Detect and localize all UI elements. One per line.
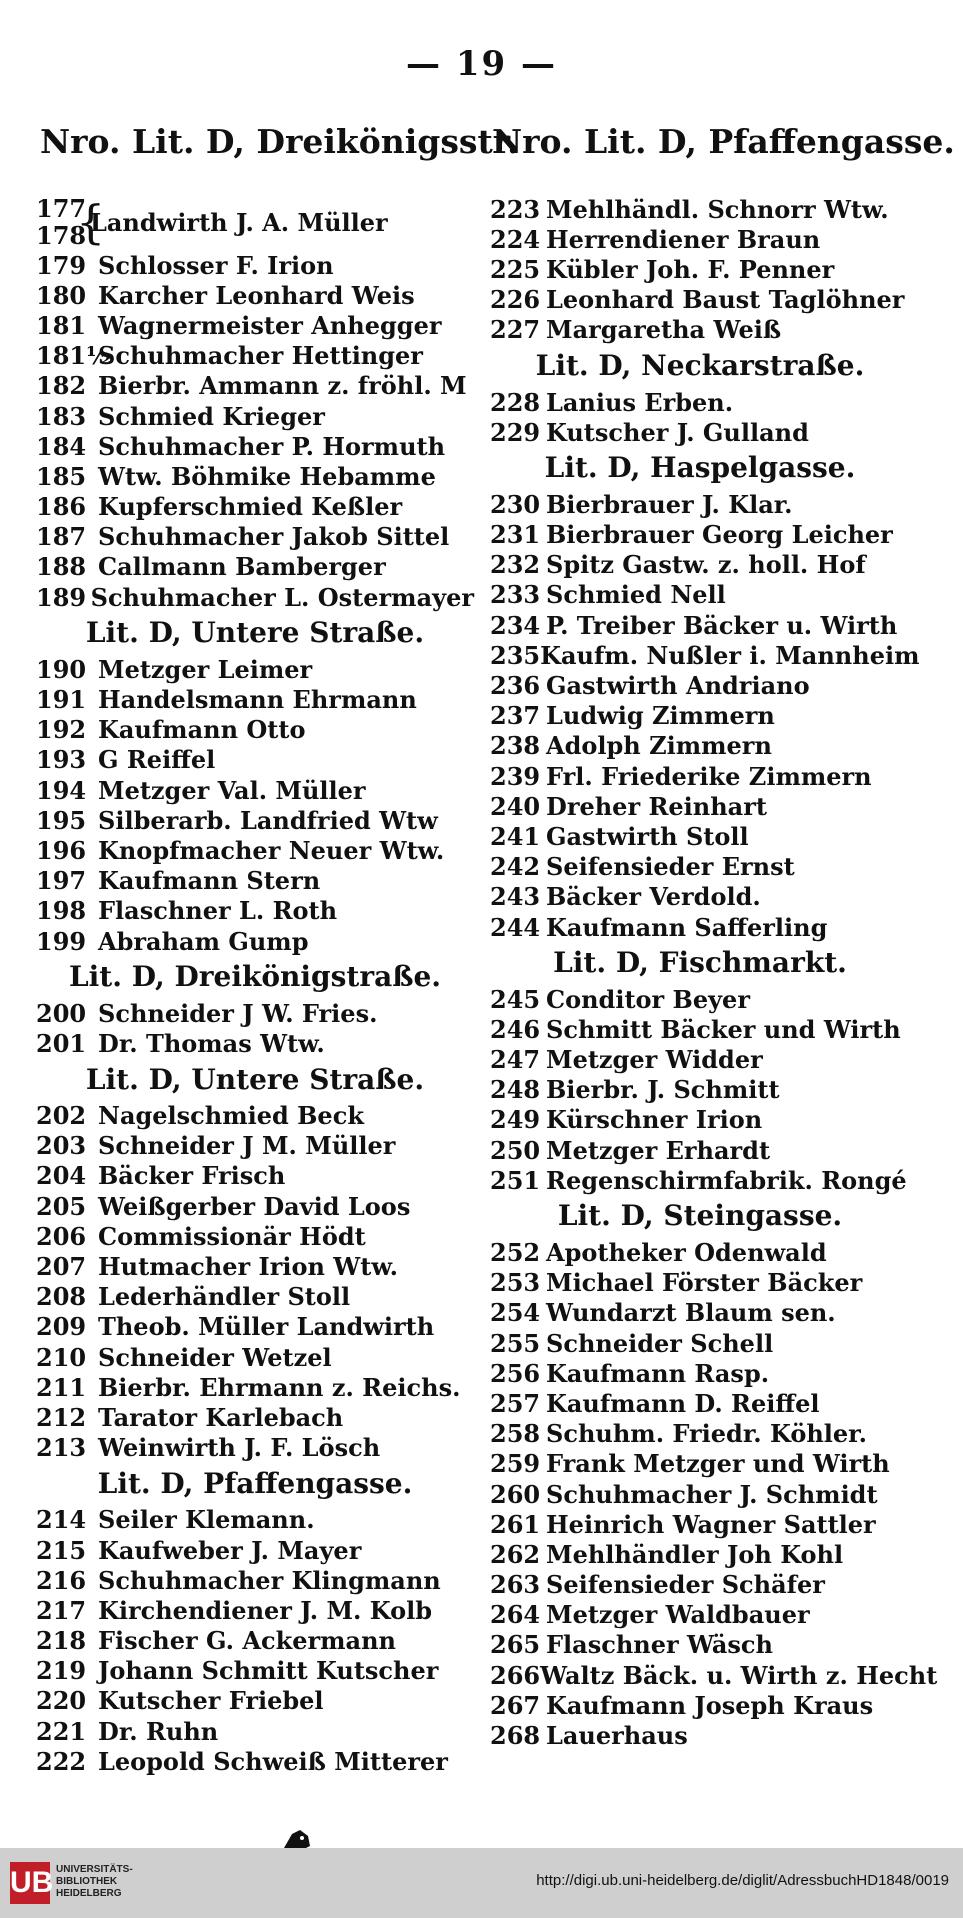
house-number: 204 <box>36 1161 87 1191</box>
resident-name: Kübler Joh. F. Penner <box>546 254 835 284</box>
resident-name: Schmitt Bäcker und Wirth <box>546 1014 901 1044</box>
resident-name: Nagelschmied Beck <box>98 1101 364 1131</box>
resident-name: Lauerhaus <box>546 1721 688 1751</box>
house-number: 264 <box>490 1600 541 1630</box>
address-entry <box>490 882 910 912</box>
resident-name: Waltz Bäck. u. Wirth z. Hecht <box>540 1660 938 1690</box>
house-number: 187 <box>36 522 87 552</box>
house-number: 267 <box>490 1690 541 1720</box>
address-entry <box>490 224 910 254</box>
house-number: 225 <box>490 254 541 284</box>
house-number: 242 <box>490 852 541 882</box>
address-entry <box>490 761 910 791</box>
resident-name: Schneider Schell <box>546 1328 774 1358</box>
address-entry <box>490 489 910 519</box>
address-entry <box>36 1433 474 1463</box>
resident-name: Schlosser F. Irion <box>98 250 334 280</box>
resident-name: Schuhmacher Jakob Sittel <box>98 522 450 552</box>
address-entry <box>490 1237 910 1267</box>
resident-name: Knopfmacher Neuer Wtw. <box>98 835 445 865</box>
resident-name: Seifensieder Schäfer <box>546 1570 825 1600</box>
library-name-line2: BIBLIOTHEK <box>56 1876 118 1887</box>
address-entry <box>36 1595 474 1625</box>
house-number: 232 <box>490 550 541 580</box>
house-number: 200 <box>36 998 87 1028</box>
house-number: 266 <box>490 1660 541 1690</box>
address-entry <box>490 387 910 417</box>
address-entry <box>36 1402 474 1432</box>
house-number: 216 <box>36 1565 87 1595</box>
house-number: 246 <box>490 1014 541 1044</box>
resident-name: Schuhmacher J. Schmidt <box>546 1479 878 1509</box>
resident-name: Mehlhändl. Schnorr Wtw. <box>546 194 889 224</box>
house-number: 233 <box>490 580 541 610</box>
house-number: 252 <box>490 1238 541 1268</box>
address-entry <box>36 1028 474 1058</box>
house-number: 189 <box>36 582 87 612</box>
street-section-heading: Lit. D, Fischmarkt. <box>553 946 847 980</box>
resident-name: Adolph Zimmern <box>546 731 772 761</box>
address-entry <box>490 640 920 670</box>
resident-name: Lanius Erben. <box>546 387 734 417</box>
address-entry <box>36 310 474 340</box>
resident-name: Schuhmacher L. Ostermayer <box>90 582 474 612</box>
address-entry <box>36 431 474 461</box>
house-number: 231 <box>490 520 541 550</box>
address-entry <box>490 1449 910 1479</box>
house-number: 260 <box>490 1479 541 1509</box>
address-entry <box>490 1660 938 1690</box>
house-number: 257 <box>490 1388 541 1418</box>
house-number: 241 <box>490 821 541 851</box>
library-logo-icon[interactable]: UB <box>10 1862 50 1904</box>
house-number: 255 <box>490 1328 541 1358</box>
address-entry <box>36 1312 474 1342</box>
resident-name: Kürschner Irion <box>546 1105 763 1135</box>
address-entry <box>490 821 910 851</box>
street-section-heading: Lit. D, Haspelgasse. <box>544 451 856 485</box>
house-number: 261 <box>490 1509 541 1539</box>
house-number: 208 <box>36 1282 87 1312</box>
resident-name: Bierbr. Ehrmann z. Reichs. <box>98 1372 461 1402</box>
resident-name: Wtw. Böhmike Hebamme <box>98 461 436 491</box>
resident-name: Tarator Karlebach <box>98 1402 344 1432</box>
resident-name: Dr. Thomas Wtw. <box>98 1028 325 1058</box>
house-number: 215 <box>36 1535 87 1565</box>
address-entry <box>490 1165 910 1195</box>
house-number: 253 <box>490 1268 541 1298</box>
resident-name: Commissionär Hödt <box>98 1221 366 1251</box>
house-number: 196 <box>36 835 87 865</box>
address-entry <box>36 775 474 805</box>
resident-name: Frl. Friederike Zimmern <box>546 761 872 791</box>
resident-name: Regenschirmfabrik. Rongé <box>546 1165 907 1195</box>
house-number: 243 <box>490 882 541 912</box>
library-name <box>56 1864 133 1900</box>
address-entry <box>36 1656 474 1686</box>
address-entry <box>36 1535 474 1565</box>
resident-name: Mehlhändler Joh Kohl <box>546 1539 844 1569</box>
address-entry <box>490 670 910 700</box>
house-number: 259 <box>490 1449 541 1479</box>
address-entry <box>36 1626 474 1656</box>
resident-name: Schuhmacher Klingmann <box>98 1565 441 1595</box>
address-entry <box>490 1600 910 1630</box>
house-number: 263 <box>490 1570 541 1600</box>
page-number: — 19 — <box>406 44 557 84</box>
house-number: 227 <box>490 315 541 345</box>
library-name-line1: UNIVERSITÄTS- <box>56 1864 133 1875</box>
resident-name: Bierbrauer J. Klar. <box>546 489 793 519</box>
address-entry <box>490 1105 910 1135</box>
house-number: 202 <box>36 1101 87 1131</box>
address-entry <box>490 731 910 761</box>
right-column-header: Nro. Lit. D, Pfaffengasse. <box>492 122 955 161</box>
house-number: 239 <box>490 761 541 791</box>
address-entry <box>36 1342 474 1372</box>
resident-name: Schneider J M. Müller <box>98 1131 396 1161</box>
address-entry <box>36 371 474 401</box>
right-entry-list <box>490 194 938 1751</box>
address-entry <box>36 1716 474 1746</box>
resident-name: Weißgerber David Loos <box>98 1191 411 1221</box>
house-number: 244 <box>490 912 541 942</box>
address-entry <box>36 1746 474 1776</box>
resident-name: Bierbr. Ammann z. fröhl. M <box>98 371 467 401</box>
address-entry <box>490 984 910 1014</box>
resident-name: Kaufmann Stern <box>98 866 321 896</box>
address-entry <box>490 1570 910 1600</box>
resident-name: Bäcker Frisch <box>98 1161 286 1191</box>
resident-name: Dreher Reinhart <box>546 791 767 821</box>
resident-name: Flaschner Wäsch <box>546 1630 773 1660</box>
house-number: 268 <box>490 1721 541 1751</box>
address-entry <box>36 896 474 926</box>
house-number: 258 <box>490 1419 541 1449</box>
address-entry <box>36 1282 474 1312</box>
address-entry <box>490 550 910 580</box>
resident-name: Apotheker Odenwald <box>546 1238 827 1268</box>
house-number: 184 <box>36 431 87 461</box>
house-number: 212 <box>36 1402 87 1432</box>
house-number: 199 <box>36 926 87 956</box>
resident-name: Kaufmann Rasp. <box>546 1358 770 1388</box>
house-number: 234 <box>490 610 541 640</box>
house-number: 181 <box>36 310 87 340</box>
resident-name: Frank Metzger und Wirth <box>546 1449 890 1479</box>
resident-name: Schmied Nell <box>546 580 726 610</box>
house-number: 186 <box>36 492 87 522</box>
resident-name: P. Treiber Bäcker u. Wirth <box>546 610 898 640</box>
address-entry <box>36 1191 474 1221</box>
library-name-line3: HEIDELBERG <box>56 1888 122 1899</box>
resident-name: Wundarzt Blaum sen. <box>546 1298 836 1328</box>
address-entry <box>490 1479 910 1509</box>
resident-name: Bäcker Verdold. <box>546 882 761 912</box>
house-number: 181½ <box>36 341 112 371</box>
address-entry <box>36 522 474 552</box>
address-entry <box>490 1298 910 1328</box>
resident-name: Landwirth J. A. Müller <box>90 207 388 237</box>
address-entry <box>490 912 910 942</box>
resident-name: Margaretha Weiß <box>546 315 782 345</box>
address-entry <box>36 1131 474 1161</box>
resident-name: Metzger Widder <box>546 1045 763 1075</box>
house-number: 177 178 <box>36 194 87 250</box>
resident-name: Kaufm. Nußler i. Mannheim <box>540 640 920 670</box>
address-entry <box>36 582 474 612</box>
house-number: 195 <box>36 805 87 835</box>
house-number: 192 <box>36 715 87 745</box>
resident-name: Leonhard Baust Taglöhner <box>546 285 905 315</box>
street-section-heading: Lit. D, Pfaffengasse. <box>97 1466 413 1500</box>
address-entry <box>490 1388 910 1418</box>
address-entry <box>490 254 910 284</box>
resident-name: Kaufmann Otto <box>98 715 306 745</box>
resident-name: Hutmacher Irion Wtw. <box>98 1252 398 1282</box>
address-entry <box>490 315 910 345</box>
resident-name: Metzger Erhardt <box>546 1135 771 1165</box>
house-number: 249 <box>490 1105 541 1135</box>
street-section-heading: Lit. D, Untere Straße. <box>85 1062 425 1096</box>
address-entry <box>36 835 474 865</box>
address-entry <box>36 341 474 371</box>
address-entry <box>36 250 474 280</box>
address-entry <box>36 492 474 522</box>
resident-name: Kaufmann Safferling <box>546 912 828 942</box>
address-entry <box>36 715 474 745</box>
address-entry <box>36 461 474 491</box>
house-number: 194 <box>36 775 87 805</box>
source-url-link[interactable]: http://digi.ub.uni-heidelberg.de/diglit/AdressbuchHD1848/0019 <box>536 1872 949 1889</box>
street-section-heading: Lit. D, Dreikönigstraße. <box>68 960 442 994</box>
brace-mark: { <box>76 195 106 249</box>
address-entry <box>490 1539 910 1569</box>
house-number: 226 <box>490 285 541 315</box>
house-number: 218 <box>36 1626 87 1656</box>
resident-name: Conditor Beyer <box>546 984 750 1014</box>
resident-name: G Reiffel <box>98 745 216 775</box>
resident-name: Heinrich Wagner Sattler <box>546 1509 876 1539</box>
house-number: 190 <box>36 654 87 684</box>
house-number: 191 <box>36 685 87 715</box>
resident-name: Handelsmann Ehrmann <box>98 685 417 715</box>
address-entry <box>490 580 910 610</box>
house-number: 265 <box>490 1630 541 1660</box>
house-number: 179 <box>36 250 87 280</box>
house-number: 256 <box>490 1358 541 1388</box>
house-number: 180 <box>36 280 87 310</box>
address-entry <box>490 1014 910 1044</box>
resident-name: Fischer G. Ackermann <box>98 1626 396 1656</box>
resident-name: Spitz Gastw. z. holl. Hof <box>546 550 866 580</box>
resident-name: Bierbr. J. Schmitt <box>546 1075 780 1105</box>
house-number: 210 <box>36 1342 87 1372</box>
resident-name: Kaufmann D. Reiffel <box>546 1388 820 1418</box>
resident-name: Lederhändler Stoll <box>98 1282 351 1312</box>
house-number: 185 <box>36 461 87 491</box>
resident-name: Seiler Klemann. <box>98 1505 315 1535</box>
street-section-heading: Lit. D, Neckarstraße. <box>535 348 865 382</box>
house-number: 220 <box>36 1686 87 1716</box>
house-number: 222 <box>36 1746 87 1776</box>
resident-name: Kirchendiener J. M. Kolb <box>98 1595 433 1625</box>
address-entry <box>36 401 474 431</box>
house-number: 248 <box>490 1075 541 1105</box>
house-number: 237 <box>490 701 541 731</box>
resident-name: Dr. Ruhn <box>98 1716 219 1746</box>
resident-name: Schuhmacher P. Hormuth <box>98 431 446 461</box>
address-entry <box>36 1161 474 1191</box>
address-entry <box>36 552 474 582</box>
address-entry <box>36 1372 474 1402</box>
resident-name: Metzger Leimer <box>98 654 313 684</box>
street-section-heading: Lit. D, Steingasse. <box>557 1199 843 1233</box>
house-number: 221 <box>36 1716 87 1746</box>
house-number: 205 <box>36 1191 87 1221</box>
house-number: 193 <box>36 745 87 775</box>
address-entry <box>490 1690 910 1720</box>
house-number: 236 <box>490 671 541 701</box>
address-entry <box>490 610 910 640</box>
house-number: 254 <box>490 1298 541 1328</box>
house-number: 240 <box>490 791 541 821</box>
address-entry <box>36 1505 474 1535</box>
address-entry <box>36 1251 474 1281</box>
resident-name: Ludwig Zimmern <box>546 701 775 731</box>
resident-name: Kaufweber J. Mayer <box>98 1535 362 1565</box>
address-entry <box>490 791 910 821</box>
address-entry <box>490 417 910 447</box>
left-entry-list <box>36 194 474 1776</box>
house-number: 182 <box>36 371 87 401</box>
resident-name: Kutscher Friebel <box>98 1686 324 1716</box>
house-number: 229 <box>490 417 541 447</box>
address-entry <box>36 998 474 1028</box>
resident-name: Gastwirth Andriano <box>546 671 810 701</box>
house-number: 228 <box>490 387 541 417</box>
house-number: 203 <box>36 1131 87 1161</box>
house-number: 230 <box>490 489 541 519</box>
address-entry <box>490 852 910 882</box>
resident-name: Johann Schmitt Kutscher <box>98 1656 439 1686</box>
resident-name: Kutscher J. Gulland <box>546 417 809 447</box>
address-entry <box>490 1419 910 1449</box>
resident-name: Flaschner L. Roth <box>98 896 338 926</box>
resident-name: Wagnermeister Anhegger <box>98 310 442 340</box>
resident-name: Kaufmann Joseph Kraus <box>546 1690 874 1720</box>
address-entry <box>490 1630 910 1660</box>
resident-name: Schuhmacher Hettinger <box>98 341 423 371</box>
house-number: 251 <box>490 1165 541 1195</box>
address-entry <box>490 194 910 224</box>
house-number: 209 <box>36 1312 87 1342</box>
address-entry <box>36 1686 474 1716</box>
resident-name: Schneider J W. Fries. <box>98 998 378 1028</box>
house-number: 250 <box>490 1135 541 1165</box>
house-number: 206 <box>36 1221 87 1251</box>
address-entry <box>36 1565 474 1595</box>
address-entry <box>490 520 910 550</box>
resident-name: Bierbrauer Georg Leicher <box>546 520 893 550</box>
resident-name: Callmann Bamberger <box>98 552 386 582</box>
resident-name: Leopold Schweiß Mitterer <box>98 1746 448 1776</box>
address-entry <box>36 926 474 956</box>
house-number: 247 <box>490 1045 541 1075</box>
address-entry <box>490 1135 910 1165</box>
resident-name: Metzger Val. Müller <box>98 775 366 805</box>
resident-name: Gastwirth Stoll <box>546 821 749 851</box>
house-number: 217 <box>36 1595 87 1625</box>
resident-name: Theob. Müller Landwirth <box>98 1312 435 1342</box>
resident-name: Kupferschmied Keßler <box>98 492 403 522</box>
house-number: 201 <box>36 1028 87 1058</box>
resident-name: Seifensieder Ernst <box>546 852 795 882</box>
house-number: 207 <box>36 1252 87 1282</box>
resident-name: Schneider Wetzel <box>98 1342 332 1372</box>
address-entry <box>36 1101 474 1131</box>
house-number: 214 <box>36 1505 87 1535</box>
resident-name: Metzger Waldbauer <box>546 1600 810 1630</box>
house-number: 183 <box>36 401 87 431</box>
footer-bar <box>0 1848 963 1918</box>
address-entry <box>490 1509 910 1539</box>
address-entry <box>36 194 474 250</box>
resident-name: Karcher Leonhard Weis <box>98 280 415 310</box>
resident-name: Herrendiener Braun <box>546 224 821 254</box>
resident-name: Michael Förster Bäcker <box>546 1268 863 1298</box>
address-entry <box>490 1075 910 1105</box>
address-entry <box>490 701 910 731</box>
house-number: 262 <box>490 1539 541 1569</box>
address-entry <box>36 805 474 835</box>
address-entry <box>490 1328 910 1358</box>
resident-name: Schuhm. Friedr. Köhler. <box>546 1419 867 1449</box>
house-number: 211 <box>36 1372 87 1402</box>
address-entry <box>36 654 474 684</box>
house-number: 219 <box>36 1656 87 1686</box>
address-entry <box>36 745 474 775</box>
street-section-heading: Lit. D, Untere Straße. <box>85 616 425 650</box>
address-entry <box>490 1045 910 1075</box>
house-number: 235 <box>490 640 541 670</box>
right-column <box>490 118 955 1751</box>
address-entry <box>490 1268 910 1298</box>
address-entry <box>490 285 910 315</box>
house-number: 223 <box>490 194 541 224</box>
house-number: 224 <box>490 224 541 254</box>
resident-name: Silberarb. Landfried Wtw <box>98 805 438 835</box>
resident-name: Schmied Krieger <box>98 401 325 431</box>
resident-name: Abraham Gump <box>98 926 309 956</box>
address-entry <box>36 866 474 896</box>
house-number: 197 <box>36 866 87 896</box>
house-number: 238 <box>490 731 541 761</box>
left-column-header: Nro. Lit. D, Dreikönigsstr. <box>40 122 519 161</box>
address-entry <box>36 280 474 310</box>
house-number: 213 <box>36 1433 87 1463</box>
house-number: 188 <box>36 552 87 582</box>
address-entry <box>36 684 474 714</box>
resident-name: Weinwirth J. F. Lösch <box>98 1433 381 1463</box>
address-entry <box>490 1358 910 1388</box>
house-number: 198 <box>36 896 87 926</box>
house-number: 245 <box>490 984 541 1014</box>
address-entry <box>36 1221 474 1251</box>
address-entry <box>490 1720 910 1750</box>
